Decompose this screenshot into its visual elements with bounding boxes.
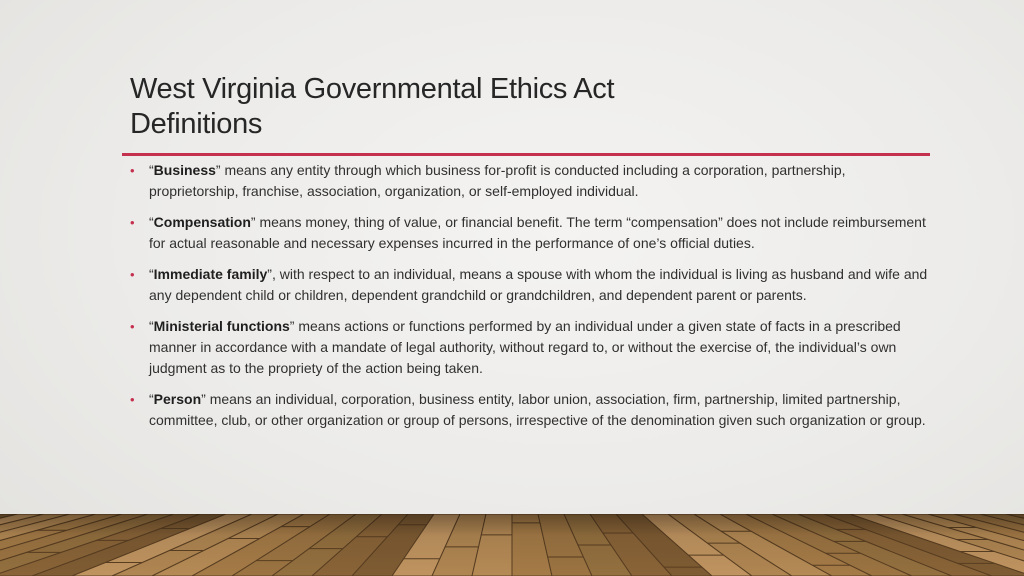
definition-term: Ministerial functions [153,318,290,334]
title-line-2: Definitions [130,108,263,140]
bullet-icon: • [130,215,135,230]
bullet-icon: • [130,163,135,178]
definition-person [130,389,930,431]
close-quote: ” [250,214,256,230]
definition-term: Business [153,162,216,178]
close-quote: ” [215,162,221,178]
close-quote: ” [201,391,206,407]
title-divider [122,153,930,156]
definition-text: , with respect to an individual, means a spouse with whom the individual is living as husband and wife and any dependent child or children, dependent grandchild or grandchildren, and dependent parent or parents. [149,266,928,303]
definition-business [130,160,930,202]
open-quote: “ [149,162,154,178]
definitions-list [130,160,930,441]
definition-ministerial-functions [130,316,930,379]
definition-text: means actions or functions performed by an individual under a given state of facts in a prescribed manner in accordance with a mandate of legal authority, without regard to, or without the exercise of, the individual’s own judgment as to the propriety of the action being taken. [149,318,901,376]
bullet-icon: • [130,319,135,334]
slide-title [130,72,890,142]
close-quote: ” [267,266,272,282]
definition-term: Person [153,391,202,407]
wood-floor-image [0,514,1024,576]
definition-compensation [130,212,930,254]
open-quote: “ [149,391,154,407]
bullet-icon: • [130,267,135,282]
open-quote: “ [149,266,154,282]
wood-floor-decoration [0,514,1024,576]
close-quote: ” [289,318,295,334]
definition-term: Compensation [153,214,251,230]
title-line-1: West Virginia Governmental Ethics Act [130,73,615,105]
definition-immediate-family [130,264,930,306]
bullet-icon: • [130,392,135,407]
definition-text: means money, thing of value, or financial benefit. The term “compensation” does not include reimbursement for actual reasonable and necessary expenses incurred in the performance of one’s official duties. [149,214,926,251]
definition-text: means any entity through which business for-profit is conducted including a corporation, partnership, proprietorship, franchise, association, organization, or self-employed individual. [149,162,846,199]
definition-text: means an individual, corporation, business entity, labor union, association, firm, partnership, limited partnership, committee, club, or other organization or group of persons, irrespective of the denomination given such organization or group. [149,391,926,428]
definition-term: Immediate family [153,266,268,282]
open-quote: “ [149,318,154,334]
open-quote: “ [149,214,154,230]
